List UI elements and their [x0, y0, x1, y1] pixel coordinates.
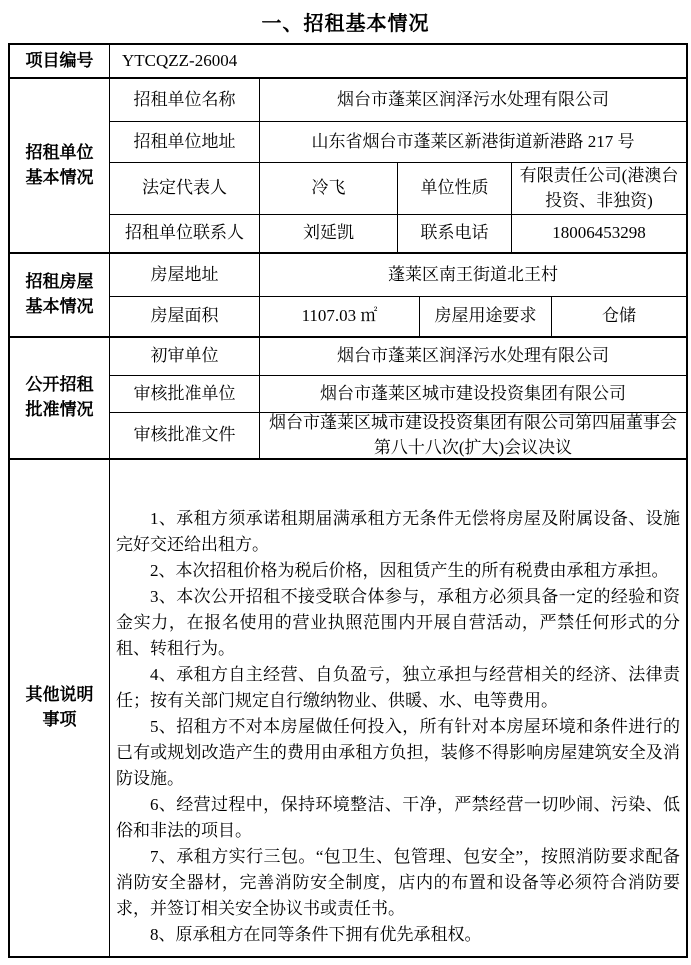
unit-type-label: 单位性质 — [398, 163, 512, 214]
table-row-approve-unit — [110, 375, 686, 412]
table-row-first-review — [110, 338, 686, 375]
table-row-unit-name — [110, 79, 686, 121]
section-house-info — [10, 252, 686, 336]
section-approval-info-label: 公开招租批准情况 — [10, 338, 110, 458]
other-note-item-8: 8、原承租方在同等条件下拥有优先承租权。 — [150, 925, 482, 944]
table-row-approve-document — [110, 412, 686, 458]
table-row-unit-address — [110, 121, 686, 162]
approve-document-label: 审核批准文件 — [110, 413, 260, 458]
first-review-value: 烟台市蓬莱区润泽污水处理有限公司 — [337, 346, 609, 366]
section-house-info-body — [110, 254, 686, 336]
section-unit-info-body — [110, 79, 686, 252]
section-house-info-label: 招租房屋基本情况 — [10, 254, 110, 336]
page-title: 一、招租基本情况 — [261, 13, 430, 35]
house-area-value: 1107.03 ㎡ — [260, 297, 420, 336]
other-note-item-5: 5、招租方不对本房屋做任何投入，所有针对本房屋环境和条件进行的已有或规划改造产生的费用由承租方负担，装修不得影响房屋建筑安全及消防设施。 — [116, 717, 680, 788]
section-unit-info-label: 招租单位基本情况 — [10, 79, 110, 252]
unit-type-value: 有限责任公司(港澳台投资、非独资) — [519, 165, 679, 210]
first-review-label: 初审单位 — [110, 338, 260, 375]
other-note-item-6: 6、经营过程中，保持环境整洁、干净，严禁经营一切吵闹、污染、低俗和非法的项目。 — [116, 795, 680, 840]
section-unit-info — [10, 77, 686, 252]
approve-unit-label: 审核批准单位 — [110, 376, 260, 412]
house-usage-label: 房屋用途要求 — [420, 297, 552, 336]
other-note-item-3: 3、本次公开招租不接受联合体参与，承租方必须具备一定的经验和资金实力，在报名使用的营业执照范围内开展自营活动，严禁任何形式的分租、转租行为。 — [116, 587, 680, 658]
table-row-legal-representative — [110, 162, 686, 214]
approve-document-value: 烟台市蓬莱区城市建设投资集团有限公司第四届董事会第八十八次(扩大)会议决议 — [269, 412, 677, 457]
unit-name-label: 招租单位名称 — [110, 79, 260, 121]
project-id-label: 项目编号 — [10, 45, 110, 77]
project-id-value: YTCQZZ-26004 — [122, 50, 238, 70]
other-note-item-2: 2、本次招租价格为税后价格，因租赁产生的所有税费由承租方承担。 — [150, 561, 669, 580]
table-row-project-id — [10, 45, 686, 77]
unit-name-value: 烟台市蓬莱区润泽污水处理有限公司 — [337, 89, 609, 109]
other-note-item-7: 7、承租方实行三包。“包卫生、包管理、包安全”，按照消防要求配备消防安全器材，完善消防安全制度，店内的布置和设备等必须符合消防要求，并签订相关安全协议书或责任书。 — [116, 847, 680, 918]
unit-address-value: 山东省烟台市蓬莱区新港街道新港路 217 号 — [311, 131, 635, 151]
approve-unit-value: 烟台市蓬莱区城市建设投资集团有限公司 — [320, 383, 626, 403]
unit-contact-value: 刘延凯 — [260, 215, 398, 252]
other-note-item-4: 4、承租方自主经营、自负盈亏，独立承担与经营相关的经济、法律责任；按有关部门规定自行缴纳物业、供暖、水、电等费用。 — [116, 665, 680, 710]
house-address-value: 蓬莱区南王街道北王村 — [388, 264, 558, 284]
table-row-house-area — [110, 296, 686, 336]
contact-phone-value: 18006453298 — [552, 223, 646, 243]
rental-info-table — [8, 43, 688, 958]
unit-address-label: 招租单位地址 — [110, 122, 260, 162]
legal-representative-value: 冷飞 — [260, 163, 398, 214]
section-other-notes — [10, 458, 686, 956]
house-area-label: 房屋面积 — [110, 297, 260, 336]
contact-phone-label: 联系电话 — [398, 215, 512, 252]
other-notes-content — [110, 460, 686, 956]
house-usage-value: 仓储 — [602, 306, 636, 326]
legal-representative-label: 法定代表人 — [110, 163, 260, 214]
table-row-unit-contact — [110, 214, 686, 252]
unit-contact-label: 招租单位联系人 — [110, 215, 260, 252]
section-approval-info — [10, 336, 686, 458]
other-note-item-1: 1、承租方须承诺租期届满承租方无条件无偿将房屋及附属设备、设施完好交还给出租方。 — [116, 509, 680, 554]
section-approval-info-body — [110, 338, 686, 458]
section-other-notes-label: 其他说明事项 — [10, 460, 110, 956]
table-row-house-address — [110, 254, 686, 296]
house-address-label: 房屋地址 — [110, 254, 260, 296]
